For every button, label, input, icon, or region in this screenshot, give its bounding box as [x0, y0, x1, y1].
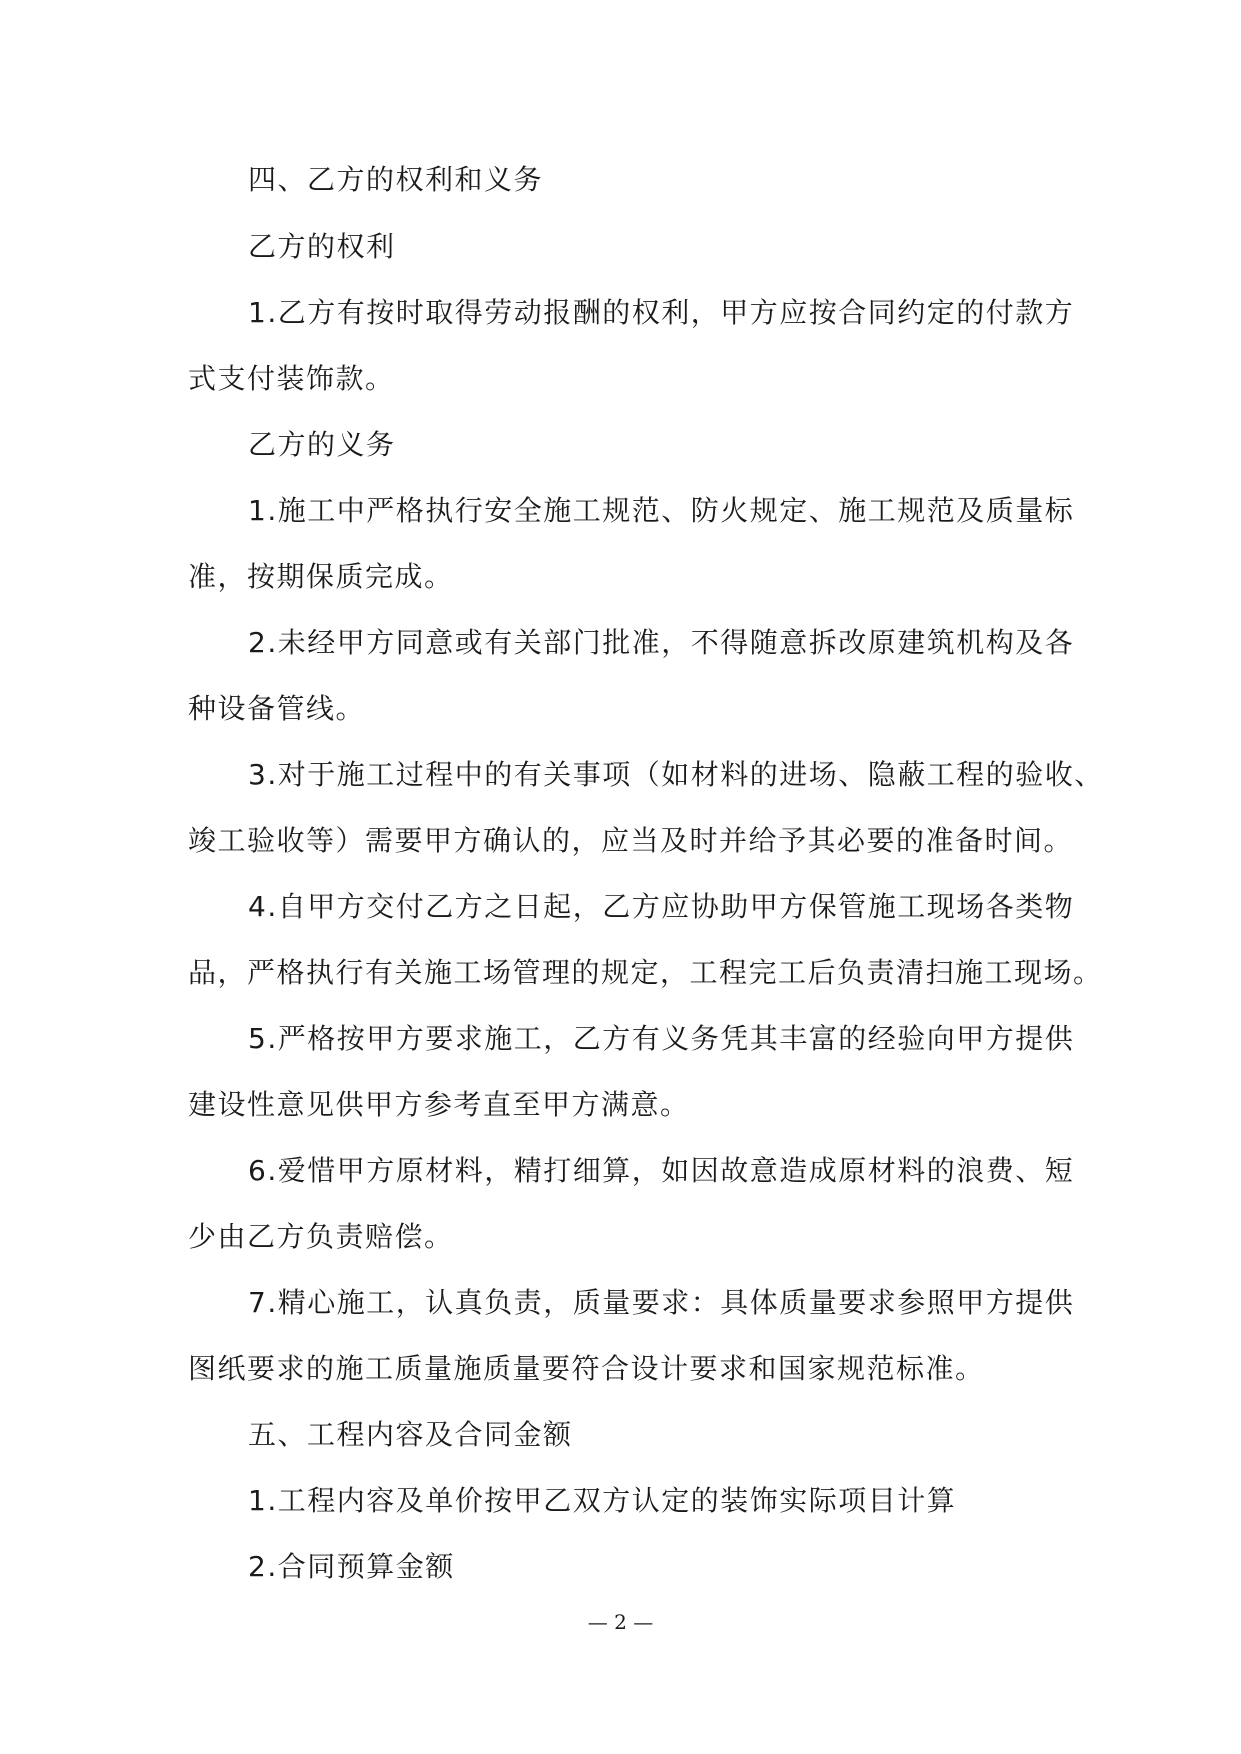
rights-item-1-line-2: 式支付装饰款。 — [188, 362, 395, 395]
subheading-obligations: 乙方的义务 — [248, 428, 396, 461]
section-heading-4: 四、乙方的权利和义务 — [248, 163, 544, 196]
contract-item-2: 2.合同预算金额 — [248, 1550, 455, 1583]
obligation-item-3-line-2: 竣工验收等）需要甲方确认的，应当及时并给予其必要的准备时间。 — [188, 824, 1074, 857]
obligation-item-5-line-1: 5.严格按甲方要求施工，乙方有义务凭其丰富的经验向甲方提供 — [248, 1022, 1075, 1055]
obligation-item-3-line-1: 3.对于施工过程中的有关事项（如材料的进场、隐蔽工程的验收、 — [248, 758, 1104, 791]
obligation-item-6-line-1: 6.爱惜甲方原材料，精打细算，如因故意造成原材料的浪费、短 — [248, 1154, 1075, 1187]
obligation-item-4-line-1: 4.自甲方交付乙方之日起，乙方应协助甲方保管施工现场各类物 — [248, 890, 1075, 923]
obligation-item-5-line-2: 建设性意见供甲方参考直至甲方满意。 — [188, 1088, 690, 1121]
obligation-item-2-line-1: 2.未经甲方同意或有关部门批准，不得随意拆改原建筑机构及各 — [248, 626, 1075, 659]
obligation-item-1-line-2: 准，按期保质完成。 — [188, 560, 454, 593]
section-heading-5: 五、工程内容及合同金额 — [248, 1418, 573, 1451]
rights-item-1-line-1: 1.乙方有按时取得劳动报酬的权利，甲方应按合同约定的付款方 — [248, 296, 1075, 329]
obligation-item-6-line-2: 少由乙方负责赔偿。 — [188, 1220, 454, 1253]
obligation-item-2-line-2: 种设备管线。 — [188, 692, 366, 725]
obligation-item-4-line-2: 品，严格执行有关施工场管理的规定，工程完工后负责清扫施工现场。 — [188, 956, 1103, 989]
obligation-item-1-line-1: 1.施工中严格执行安全施工规范、防火规定、施工规范及质量标 — [248, 494, 1075, 527]
contract-item-1: 1.工程内容及单价按甲乙双方认定的装饰实际项目计算 — [248, 1484, 957, 1517]
obligation-item-7-line-1: 7.精心施工，认真负责，质量要求：具体质量要求参照甲方提供 — [248, 1286, 1075, 1319]
subheading-rights: 乙方的权利 — [248, 230, 396, 263]
obligation-item-7-line-2: 图纸要求的施工质量施质量要符合设计要求和国家规范标准。 — [188, 1352, 985, 1385]
page-number: — 2 — — [587, 1610, 654, 1634]
